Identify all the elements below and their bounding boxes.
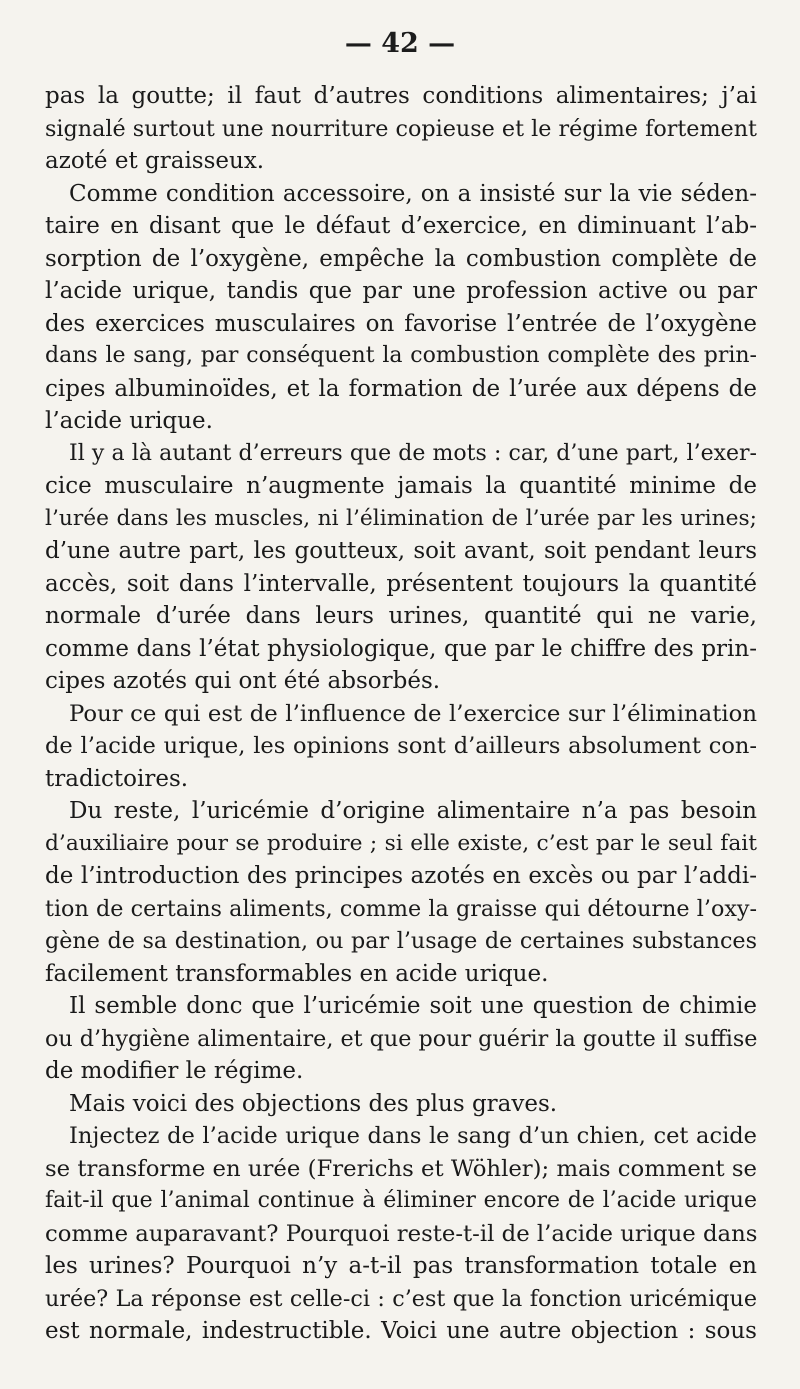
text-line: sorption de l’oxygène, empêche la combustion complète de <box>45 245 757 272</box>
text-line: Il y a là autant d’erreurs que de mots : car, d’une part, l’exer- <box>69 440 757 466</box>
text-line: comme dans l’état physiologique, que par le chiffre des prin- <box>45 635 757 662</box>
text-line: normale d’urée dans leurs urines, quantité qui ne varie, <box>45 603 757 629</box>
text-line: Du reste, l’uricémie d’origine alimentaire n’a pas besoin <box>69 798 757 824</box>
text-line: ou d’hygiène alimentaire, et que pour guérir la goutte il suffise <box>45 1025 758 1052</box>
text-line: est normale, indestructible. Voici une autre objection : sous <box>45 1318 757 1344</box>
text-line: Mais voici des objections des plus graves. <box>69 1090 558 1117</box>
text-line: taire en disant que le défaut d’exercice, en diminuant l’ab- <box>45 213 757 239</box>
text-line: signalé surtout une nourriture copieuse et le régime fortement <box>45 115 757 142</box>
page-number: — 42 — <box>344 28 456 59</box>
text-line: Comme condition accessoire, on a insisté sur la vie séden- <box>69 180 757 207</box>
text-line: de l’acide urique, les opinions sont d’ailleurs absolument con- <box>45 733 757 759</box>
text-line: d’une autre part, les goutteux, soit avant, soit pendant leurs <box>45 538 757 564</box>
text-line: Injectez de l’acide urique dans le sang d’un chien, cet acide <box>69 1123 757 1149</box>
text-line: se transforme en urée (Frerichs et Wöhler); mais comment se <box>45 1155 757 1182</box>
text-line: accès, soit dans l’intervalle, présentent toujours la quantité <box>45 570 757 597</box>
text-line: tradictoires. <box>45 765 189 792</box>
text-line: l’urée dans les muscles, ni l’élimination de l’urée par les urines; <box>45 505 757 531</box>
text-line: Il semble donc que l’uricémie soit une question de chimie <box>69 993 757 1019</box>
text-line: fait-il que l’animal continue à éliminer encore de l’acide urique <box>45 1188 757 1213</box>
text-line: cipes azotés qui ont été absorbés. <box>45 668 441 694</box>
text-line: dans le sang, par conséquent la combustion complète des prin- <box>45 343 757 368</box>
text-line: l’acide urique. <box>45 408 213 434</box>
text-line: facilement transformables en acide urique. <box>45 960 549 987</box>
text-line: de l’introduction des principes azotés en excès ou par l’addi- <box>45 863 757 889</box>
text-line: urée? La réponse est celle-ci : c’est que la fonction uricémique <box>45 1285 757 1312</box>
text-line: des exercices musculaires on favorise l’entrée de l’oxygène <box>45 310 757 337</box>
text-line: d’auxiliaire pour se produire ; si elle existe, c’est par le seul fait <box>45 830 757 856</box>
text-line: tion de certains aliments, comme la graisse qui détourne l’oxy- <box>45 895 757 922</box>
text-line: cice musculaire n’augmente jamais la quantité minime de <box>45 473 757 499</box>
text-line: pas la goutte; il faut d’autres conditions alimentaires; j’ai <box>45 83 757 109</box>
text-line: comme auparavant? Pourquoi reste-t-il de l’acide urique dans <box>45 1220 758 1247</box>
text-line: l’acide urique, tandis que par une profession active ou par <box>45 278 757 304</box>
text-line: les urines? Pourquoi n’y a-t-il pas transformation totale en <box>45 1253 757 1279</box>
text-line: azoté et graisseux. <box>45 148 265 174</box>
text-line: gène de sa destination, ou par l’usage de certaines substances <box>45 928 757 954</box>
text-line: cipes albuminoïdes, et la formation de l’urée aux dépens de <box>45 375 757 402</box>
text-line: Pour ce qui est de l’influence de l’exercice sur l’élimination <box>69 700 757 727</box>
text-line: de modifier le régime. <box>45 1058 304 1084</box>
body-text <box>45 80 757 1348</box>
